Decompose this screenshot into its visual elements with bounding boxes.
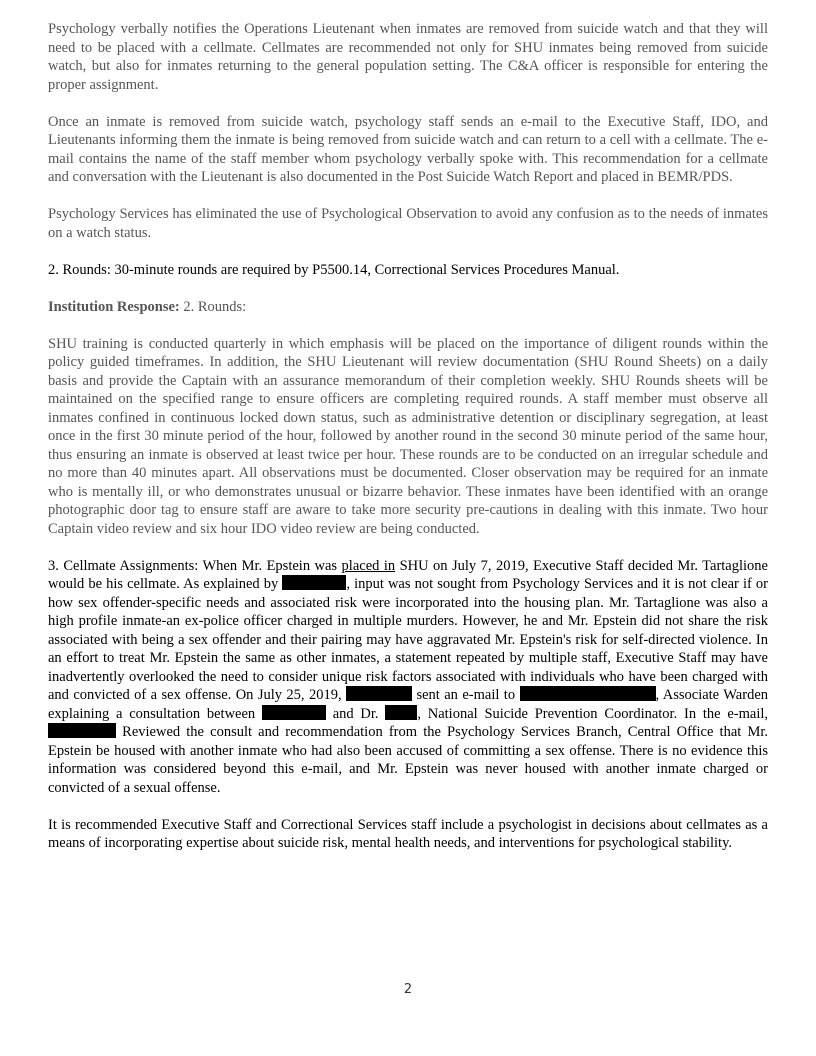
redaction-block: [346, 686, 412, 701]
paragraph-email-procedure: Once an inmate is removed from suicide watch, psychology staff sends an e-mail to the Executive Staff, IDO, and Lieutenants informing them the inmate is being removed from suicide watch and can return to a cell with a cellmate. The e-mail contains the name of the staff member whom psychology verbally spoke with. This recommendation for a cellmate and conversation with the Lieutenant is also documented in the Post Suicide Watch Report and placed in BEMR/PDS.: [48, 113, 768, 185]
paragraph-psychology-notification: Psychology verbally notifies the Operations Lieutenant when inmates are removed from suicide watch and that they will need to be placed with a cellmate. Cellmates are recommended not only for SHU inmates being removed from suicide watch, but also for inmates returning to the general population setting. The C&A officer is responsible for entering the proper assignment.: [48, 21, 768, 93]
paragraph-rounds-requirement: 2. Rounds: 30-minute rounds are required by P5500.14, Correctional Services Procedures Manual.: [48, 261, 620, 278]
redaction-block: [48, 723, 116, 738]
redaction-block: [282, 575, 346, 590]
paragraph-cellmate-assignments: 3. Cellmate Assignments: When Mr. Epstein was placed in SHU on July 7, 2019, Executive Staff decided Mr. Tartaglione would be his cellmate. As explained by , input was not sought from Psychology Services and it is not clear if or how sex offender-specific needs and associated risk were incorporated into the housing plan. Mr. Tartaglione was also a high profile inmate-an ex-police officer charged in multiple murders. However, he and Mr. Epstein did not share the risk associated with being a sex offender and their pairing may have aggravated Mr. Epstein's risk for self-directed violence. In an effort to treat Mr. Epstein the same as other inmates, a statement repeated by multiple staff, Executive Staff may have inadvertently overlooked the need to consider unique risk factors associated with individuals who have been charged with and convicted of a sex offense. On July 25, 2019, sent an e-mail to , Associate Warden explaining a consultation between and Dr. , National Suicide Prevention Coordinator. In the e-mail, Reviewed the consult and recommendation from the Psychology Services Branch, Central Office that Mr. Epstein be housed with another inmate who had also been accused of committing a sex offense. There is no evidence this information was considered beyond this e-mail, and Mr. Epstein was never housed with another inmate charged or convicted of a sexual offense.: [48, 557, 768, 796]
paragraph-recommendation: It is recommended Executive Staff and Correctional Services staff include a psychologist in decisions about cellmates as a means of incorporating expertise about suicide risk, mental health needs, and interventions for psychological stability.: [48, 816, 768, 851]
redaction-block: [385, 705, 417, 720]
page-number: 2: [403, 982, 413, 997]
institution-response-label: Institution Response:: [48, 298, 180, 315]
paragraph-institution-response: [48, 298, 768, 317]
redaction-block: [520, 686, 656, 701]
document-page: [48, 20, 768, 871]
redaction-block: [262, 705, 326, 720]
institution-response-topic: 2. Rounds:: [179, 298, 247, 315]
paragraph-psych-observation: Psychology Services has eliminated the use of Psychological Observation to avoid any confusion as to the needs of inmates on a watch status.: [48, 206, 768, 241]
paragraph-shu-training: SHU training is conducted quarterly in which emphasis will be placed on the importance of diligent rounds within the policy guided timeframes. In addition, the SHU Lieutenant will review documentation (SHU Round Sheets) on a daily basis and provide the Captain with an assurance memorandum of their completion weekly. SHU Rounds sheets will be maintained on the specified range to ensure officers are completing required rounds. A staff member must observe all inmates confined in continuous locked down status, such as administrative detention or disciplinary segregation, at least once in the first 30 minute period of the hour, followed by another round in the second 30 minute period of the same hour, thus ensuring an inmate is observed at least twice per hour. These rounds are to be conducted on an irregular schedule and no more than 40 minutes apart. All observations must be documented. Closer observation may be required for an inmate who is mentally ill, or who demonstrates unusual or bizarre behavior. These inmates have been identified with an orange photographic door tag to ensure staff are aware to take more security pre-cautions in dealing with this inmate. Two hour Captain video review and six hour IDO video review are being conducted.: [48, 335, 768, 537]
